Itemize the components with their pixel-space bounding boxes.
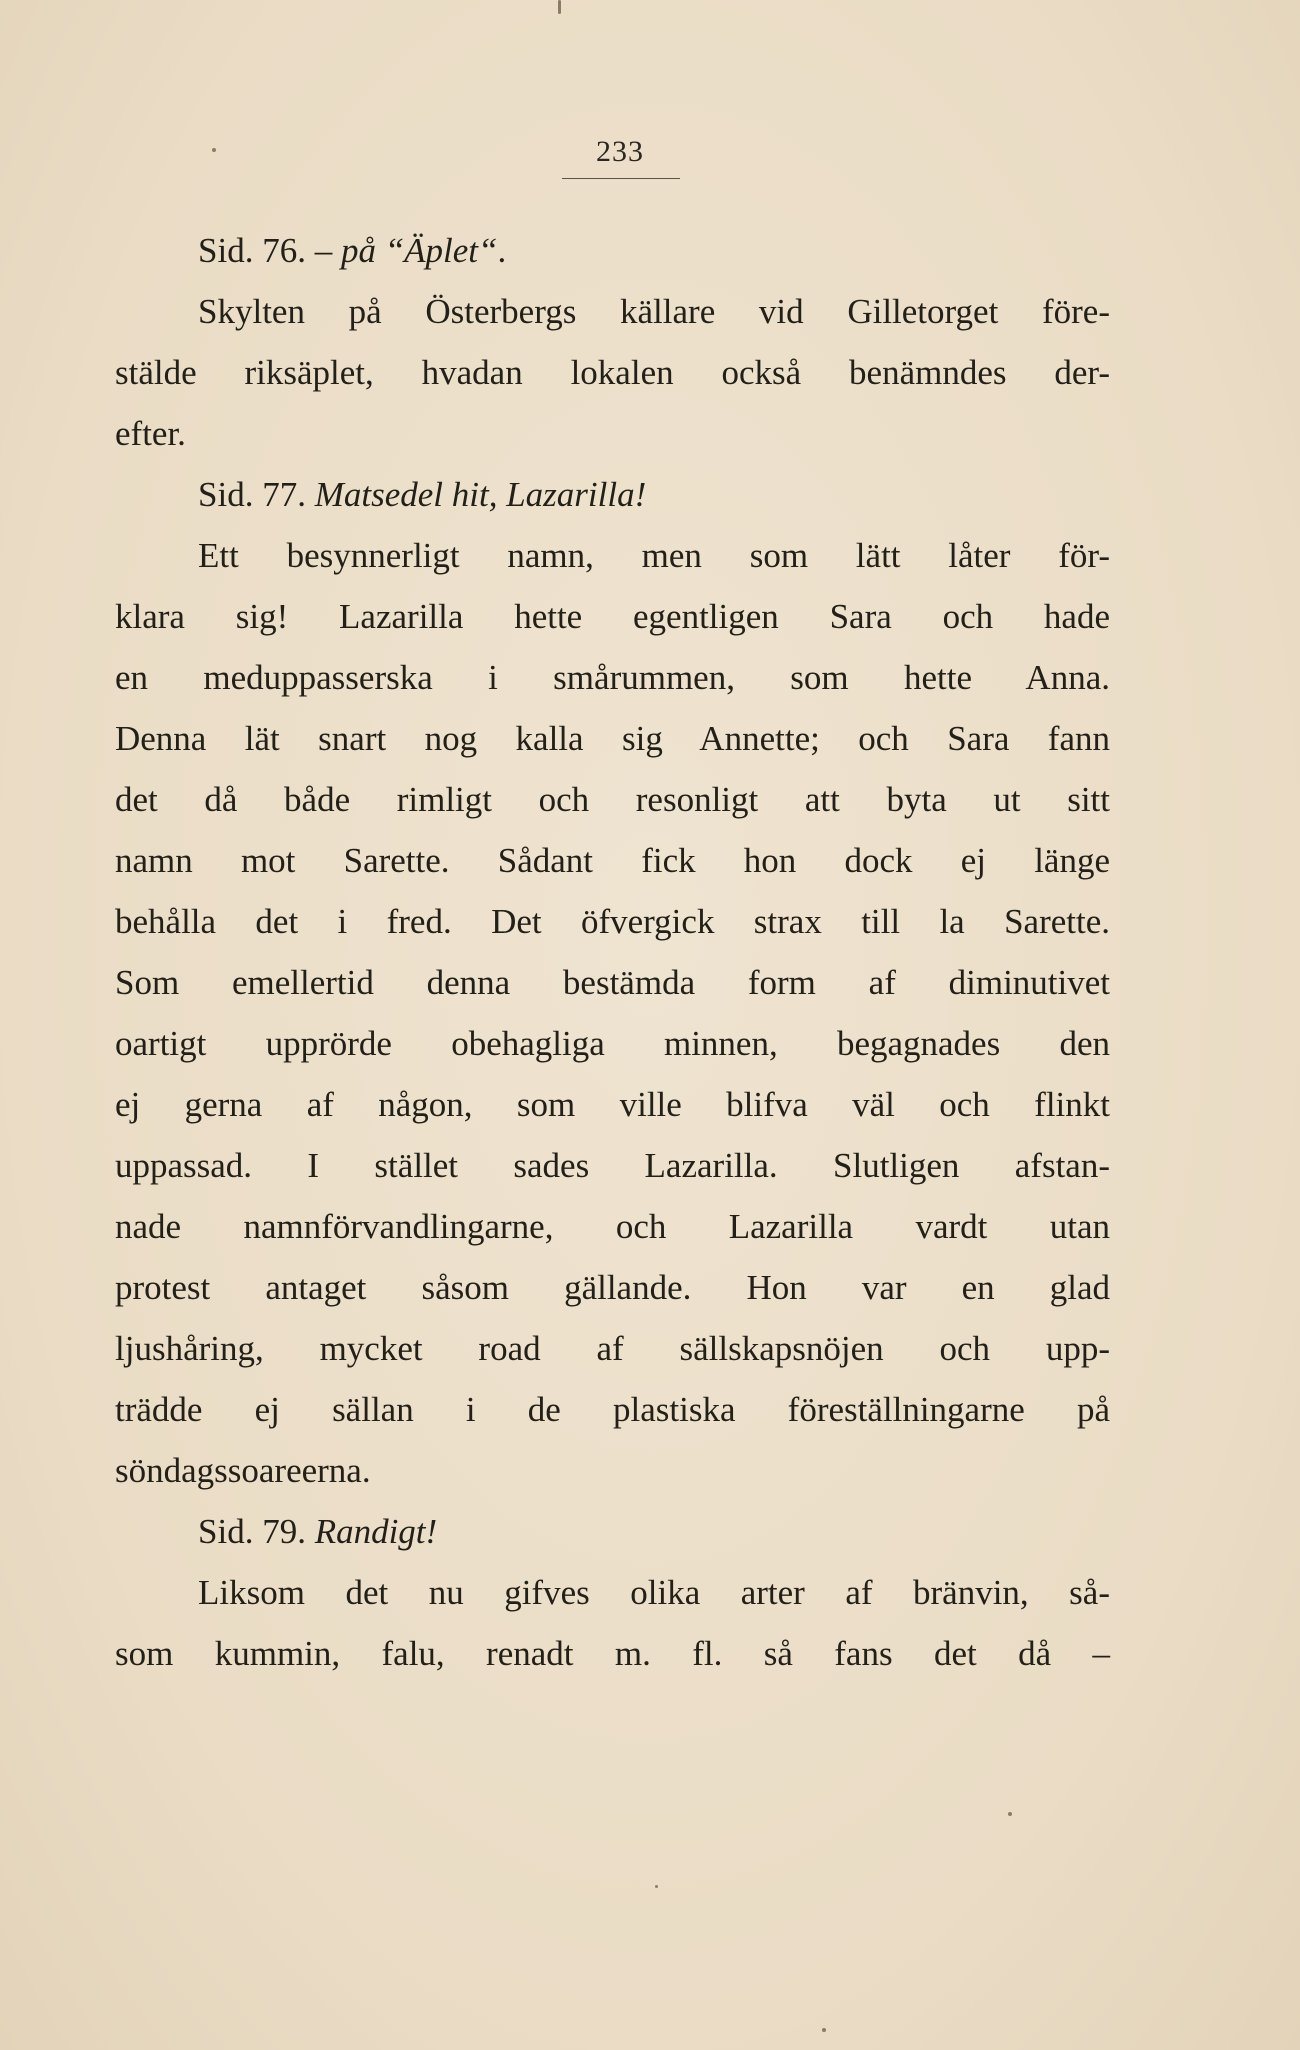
text-line-22 [115, 1501, 1110, 1562]
text-line-3: stälde riksäplet, hvadan lokalen också benämndes der- [115, 353, 1110, 392]
text-line-7: klara sig! Lazarilla hette egentligen Sara och hade [115, 597, 1110, 636]
text-line-2: Skylten på Österbergs källare vid Gilletorget före- [198, 292, 1110, 331]
text-line-15: ej gerna af någon, som ville blifva väl och flinkt [115, 1085, 1110, 1124]
text-line-10: det då både rimligt och resonligt att byta ut sitt [115, 780, 1110, 819]
text-line-20: trädde ej sällan i de plastiska föreställningarne på [115, 1390, 1110, 1429]
text-line-19: ljushåring, mycket road af sällskapsnöjen och upp- [115, 1329, 1110, 1368]
entry-reference: Sid. 77. [198, 475, 306, 514]
text-line-13: Som emellertid denna bestämda form af diminutivet [115, 963, 1110, 1002]
text-line-9: Denna lät snart nog kalla sig Annette; och Sara fann [115, 719, 1110, 758]
text-line-5 [115, 464, 1110, 525]
text-line-18: protest antaget såsom gällande. Hon var en glad [115, 1268, 1110, 1307]
paper-speck [655, 1885, 658, 1888]
text-line-6: Ett besynnerligt namn, men som lätt låter för- [198, 536, 1110, 575]
text-line-16: uppassad. I stället sades Lazarilla. Slutligen afstan- [115, 1146, 1110, 1185]
paper-speck [822, 2028, 826, 2032]
entry-reference: Sid. 76. – [198, 231, 333, 270]
paper-speck [1008, 1812, 1012, 1816]
body-text [115, 220, 1110, 1684]
page-number-rule [562, 178, 680, 179]
entry-heading: Randigt! [314, 1512, 438, 1551]
text-line-14: oartigt upprörde obehagliga minnen, begagnades den [115, 1024, 1110, 1063]
text-line-8: en meduppasserska i smårummen, som hette Anna. [115, 658, 1110, 697]
text-line-17: nade namnförvandlingarne, och Lazarilla vardt utan [115, 1207, 1110, 1246]
text-line-1 [115, 220, 1110, 281]
text-line-24: som kummin, falu, renadt m. fl. så fans det då – [115, 1634, 1110, 1673]
text-line-11: namn mot Sarette. Sådant fick hon dock ej länge [115, 841, 1110, 880]
entry-reference: Sid. 79. [198, 1512, 306, 1551]
text-line-21: söndagssoareerna. [115, 1451, 371, 1490]
page-number: 233 [596, 135, 644, 168]
text-line-12: behålla det i fred. Det öfvergick strax till la Sarette. [115, 902, 1110, 941]
paper-speck [558, 0, 561, 14]
text-line-4: efter. [115, 414, 186, 453]
text-line-23: Liksom det nu gifves olika arter af bränvin, så- [198, 1573, 1110, 1612]
entry-heading-punct: . [497, 231, 507, 270]
entry-heading: på “Äplet“ [340, 231, 498, 270]
entry-heading: Matsedel hit, Lazarilla! [314, 475, 647, 514]
paper-speck [212, 148, 216, 152]
